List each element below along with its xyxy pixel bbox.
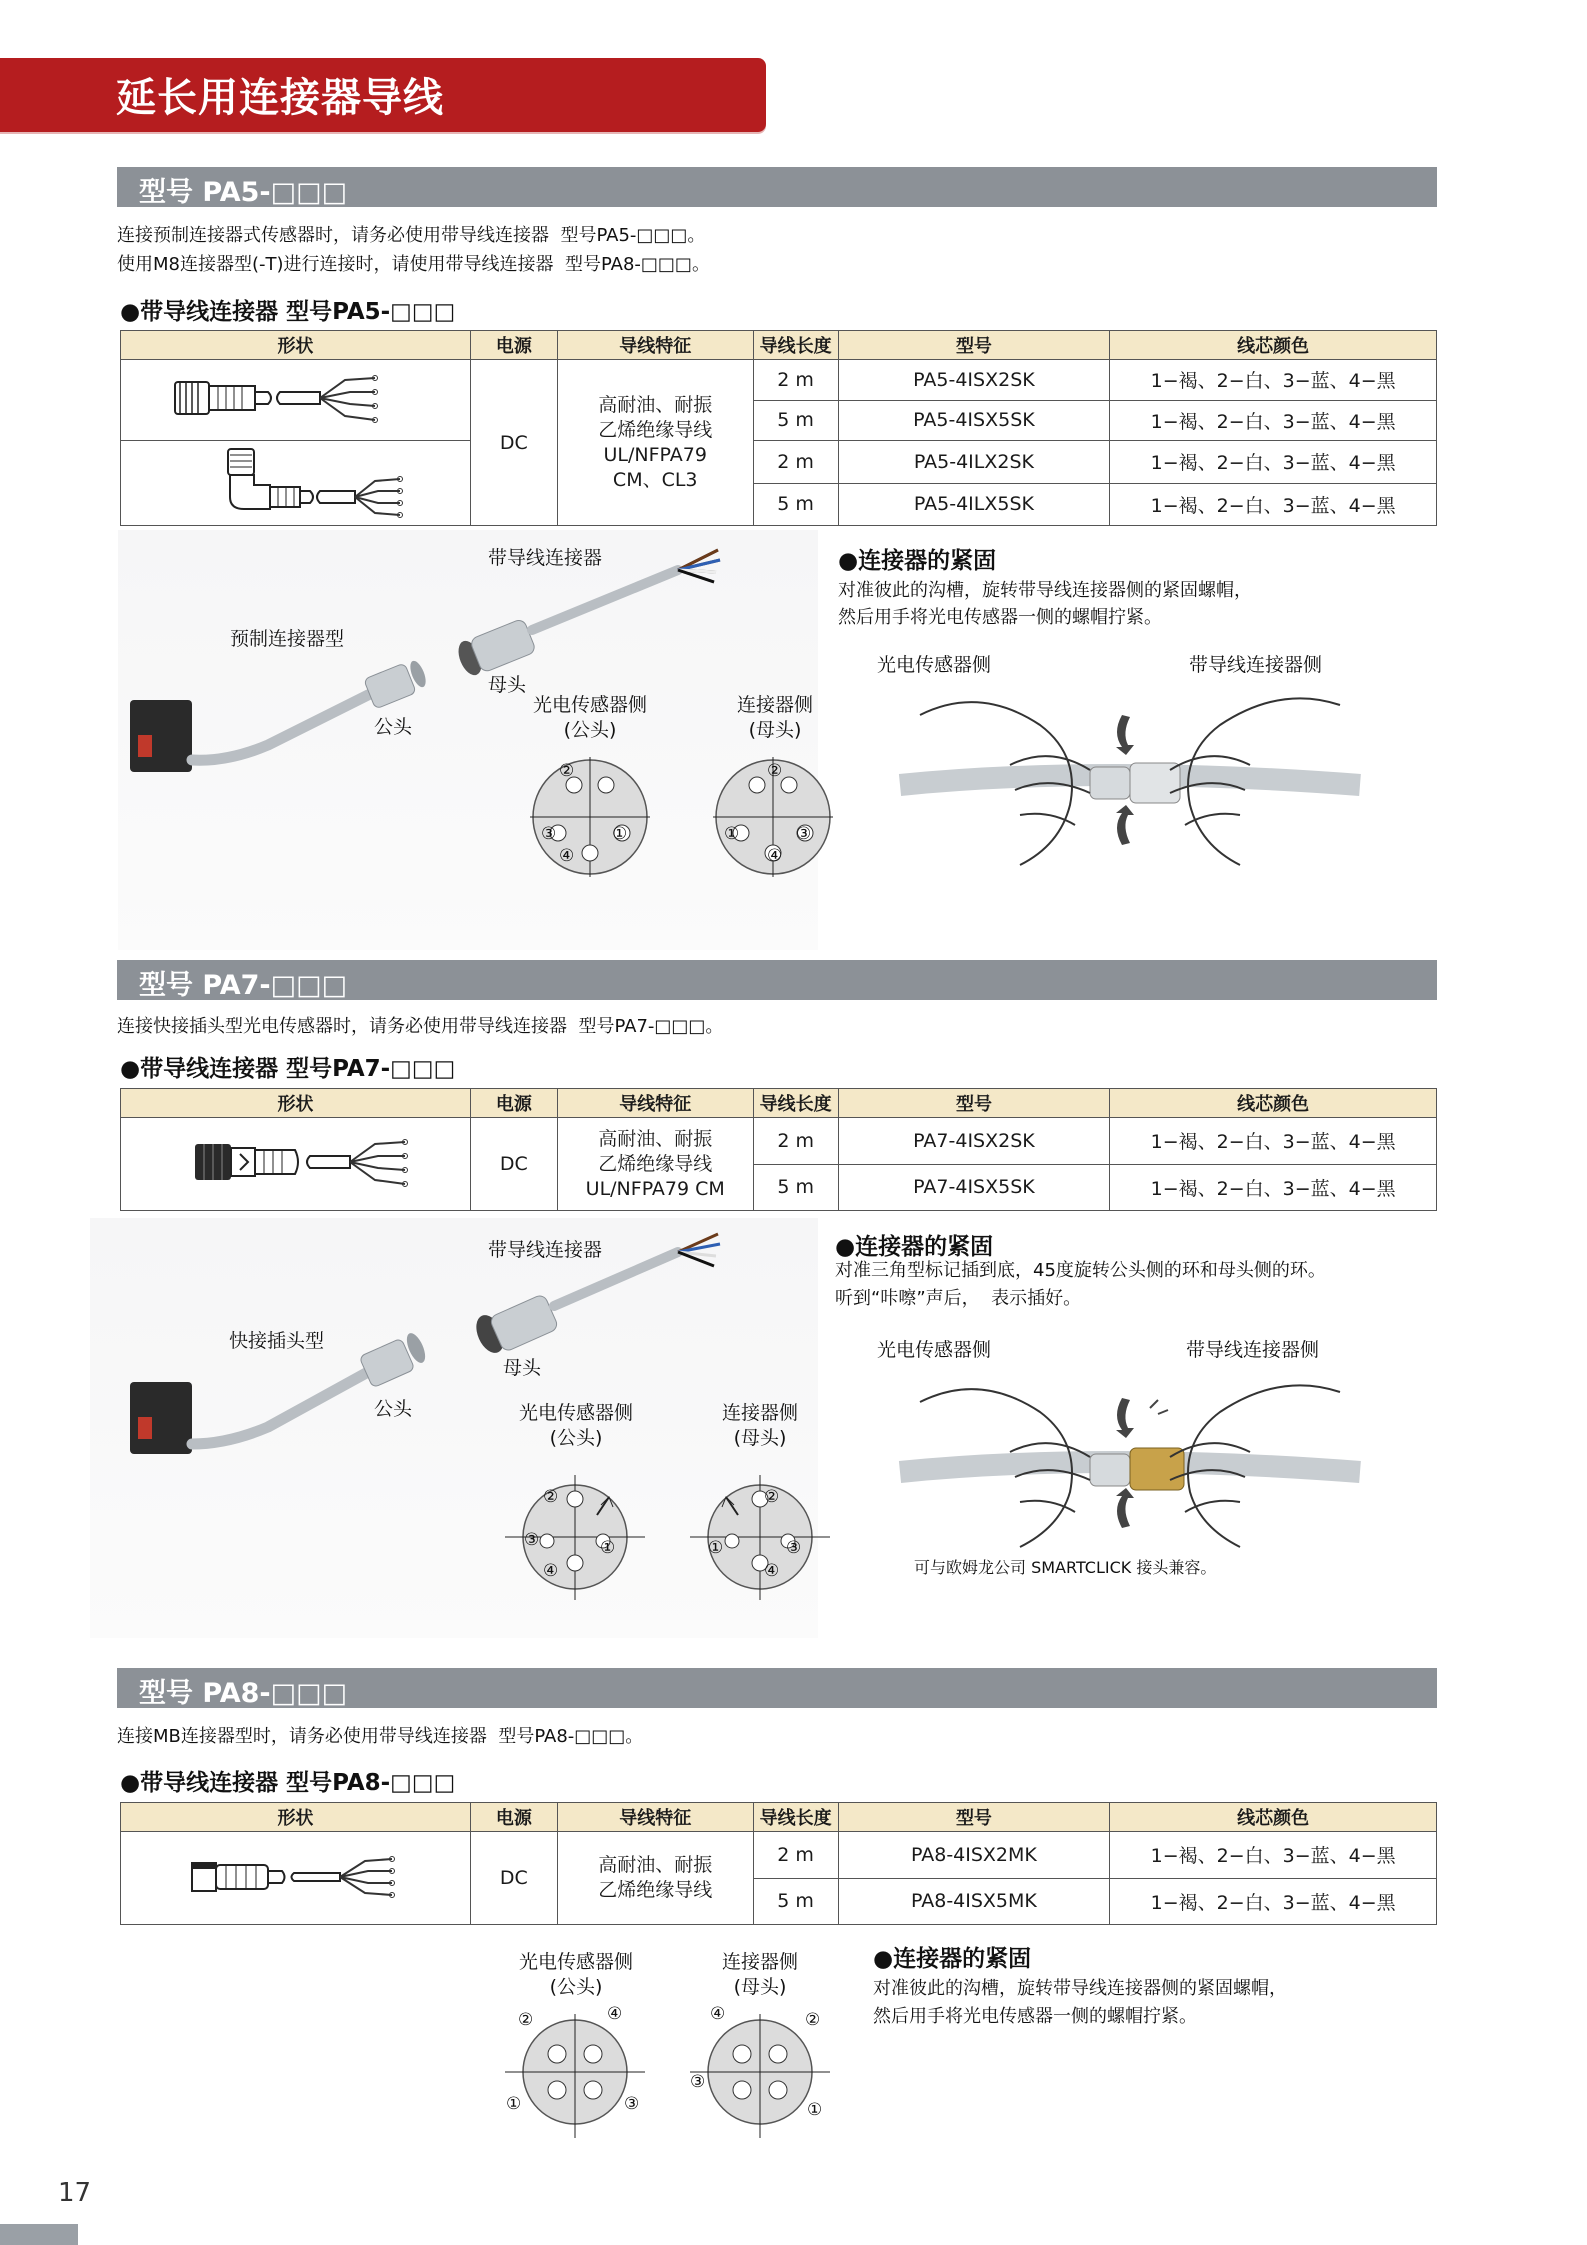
angled-connector-icon — [160, 445, 430, 517]
col-header: 形状 — [121, 1089, 471, 1118]
label-sensor-side: 光电传感器侧 (公头) — [518, 1951, 633, 1998]
length-cell: 2 m — [753, 360, 838, 401]
shape-angled-connector — [121, 441, 471, 526]
feature-cell: 高耐油、耐振 乙烯绝缘导线 — [557, 1832, 753, 1925]
pin-label: ③ — [786, 1538, 802, 1558]
pin-label: ① — [506, 2094, 522, 2114]
tightening-text: 然后用手将光电传感器一侧的螺帽拧紧。 — [838, 607, 1162, 628]
straight-connector-icon — [160, 370, 430, 426]
pin-label: ② — [518, 2010, 534, 2030]
col-header: 导线特征 — [557, 1089, 753, 1118]
model-cell: PA5-4ILX5SK — [838, 483, 1110, 526]
label-sensor-type: 预制连接器型 — [230, 628, 345, 650]
label-connector-side: 连接器侧 (母头) — [721, 1951, 798, 1998]
label-female: 母头 — [488, 674, 527, 696]
pin-label: ① — [807, 2100, 823, 2120]
col-header: 导线长度 — [753, 1089, 838, 1118]
label-cable-connector: 带导线连接器 — [488, 1239, 603, 1261]
col-header: 形状 — [121, 331, 471, 360]
pin-label: ② — [767, 761, 783, 781]
label-connector-side: 连接器侧 (母头) — [736, 694, 813, 741]
pin-label: ④ — [764, 1561, 780, 1581]
color-cell: 1−褐、2−白、3−蓝、4−黑 — [1110, 441, 1437, 484]
pin-label: ② — [559, 761, 575, 781]
pin-label: ③ — [624, 2094, 640, 2114]
length-cell: 2 m — [753, 441, 838, 484]
length-cell: 5 m — [753, 1878, 838, 1925]
sensor-cable-illustration — [118, 1222, 818, 1492]
col-header: 型号 — [838, 1803, 1110, 1832]
pin-label: ④ — [710, 2004, 726, 2024]
col-header: 形状 — [121, 1803, 471, 1832]
shape-m8-connector — [121, 1832, 471, 1925]
col-header: 导线长度 — [753, 1803, 838, 1832]
label-cable-side: 带导线连接器侧 — [1186, 1339, 1320, 1361]
col-header: 导线特征 — [557, 331, 753, 360]
color-cell: 1−褐、2−白、3−蓝、4−黑 — [1110, 360, 1437, 401]
power-cell: DC — [470, 1118, 557, 1211]
tightening-heading: ●连接器的紧固 — [873, 1946, 1032, 1972]
color-cell: 1−褐、2−白、3−蓝、4−黑 — [1110, 1164, 1437, 1211]
m8-connector-icon — [160, 1851, 430, 1901]
label-cable-connector: 带导线连接器 — [488, 547, 603, 569]
col-header: 导线长度 — [753, 331, 838, 360]
spec-table-pa8 — [120, 1802, 1437, 1925]
tightening-text: 对准三角型标记插到底，45度旋转公头侧的环和母头侧的环。 — [835, 1260, 1326, 1281]
spec-table-pa5 — [120, 330, 1437, 526]
label-cable-side: 带导线连接器侧 — [1189, 654, 1323, 676]
intro-line: 使用M8连接器型(-T)进行连接时，请使用带导线连接器 型号PA8-□□□。 — [117, 254, 710, 275]
tightening-text: 听到“咔嚓”声后， 表示插好。 — [835, 1288, 1082, 1309]
label-male: 公头 — [374, 716, 413, 738]
compatibility-note: 可与欧姆龙公司 SMARTCLICK 接头兼容。 — [914, 1558, 1217, 1577]
page-footer-bar — [0, 2224, 78, 2245]
hands-tightening-illustration — [900, 1362, 1360, 1552]
hands-tightening-illustration — [900, 675, 1360, 875]
model-cell: PA5-4ISX5SK — [838, 400, 1110, 441]
col-header: 型号 — [838, 1089, 1110, 1118]
length-cell: 2 m — [753, 1118, 838, 1165]
intro-line: 连接快接插头型光电传感器时，请务必使用带导线连接器 型号PA7-□□□。 — [117, 1016, 724, 1037]
pin-label: ④ — [559, 846, 575, 866]
label-sensor-side: 光电传感器侧 — [877, 654, 992, 676]
power-cell: DC — [470, 360, 557, 526]
subheading-pa5: ●带导线连接器 型号PA5-□□□ — [120, 299, 456, 325]
col-header: 线芯颜色 — [1110, 1803, 1437, 1832]
col-header: 型号 — [838, 331, 1110, 360]
color-cell: 1−褐、2−白、3−蓝、4−黑 — [1110, 483, 1437, 526]
pin-label: ② — [543, 1487, 559, 1507]
tightening-text: 然后用手将光电传感器一侧的螺帽拧紧。 — [873, 2006, 1197, 2027]
pin-label: ④ — [767, 846, 783, 866]
page-title: 延长用连接器导线 — [116, 75, 444, 121]
pin-label: ③ — [524, 1530, 540, 1550]
model-cell: PA7-4ISX2SK — [838, 1118, 1110, 1165]
tightening-text: 对准彼此的沟槽，旋转带导线连接器侧的紧固螺帽， — [873, 1978, 1287, 1999]
shape-straight-connector — [121, 360, 471, 441]
pin-label: ③ — [541, 824, 557, 844]
length-cell: 5 m — [753, 400, 838, 441]
spec-table-pa7 — [120, 1088, 1437, 1211]
section-title-pa8: 型号 PA8-□□□ — [139, 1678, 348, 1709]
col-header: 线芯颜色 — [1110, 331, 1437, 360]
label-sensor-side: 光电传感器侧 — [877, 1339, 992, 1361]
col-header: 导线特征 — [557, 1803, 753, 1832]
label-connector-side: 连接器侧 (母头) — [721, 1402, 798, 1449]
col-header: 电源 — [470, 1089, 557, 1118]
model-cell: PA5-4ILX2SK — [838, 441, 1110, 484]
pin-label: ① — [612, 824, 628, 844]
pin-label: ① — [708, 1538, 724, 1558]
pin-label: ① — [600, 1538, 616, 1558]
label-male: 公头 — [374, 1398, 413, 1420]
length-cell: 5 m — [753, 1164, 838, 1211]
feature-cell: 高耐油、耐振 乙烯绝缘导线 UL/NFPA79 CM — [557, 1118, 753, 1211]
label-female: 母头 — [503, 1357, 542, 1379]
col-header: 线芯颜色 — [1110, 1089, 1437, 1118]
pin-label: ④ — [543, 1561, 559, 1581]
pin-label: ① — [724, 824, 740, 844]
section-title-pa7: 型号 PA7-□□□ — [139, 970, 348, 1001]
model-cell: PA5-4ISX2SK — [838, 360, 1110, 401]
color-cell: 1−褐、2−白、3−蓝、4−黑 — [1110, 400, 1437, 441]
pin-label: ④ — [607, 2004, 623, 2024]
model-cell: PA8-4ISX5MK — [838, 1878, 1110, 1925]
label-sensor-side: 光电传感器侧 (公头) — [532, 694, 647, 741]
pin-label: ③ — [690, 2072, 706, 2092]
page-number: 17 — [58, 2178, 92, 2208]
pin-face-male — [530, 757, 650, 877]
tightening-heading: ●连接器的紧固 — [835, 1234, 994, 1260]
quick-connector-icon — [160, 1132, 430, 1192]
label-sensor-side: 光电传感器侧 (公头) — [518, 1402, 633, 1449]
shape-quick-connector — [121, 1118, 471, 1211]
color-cell: 1−褐、2−白、3−蓝、4−黑 — [1110, 1878, 1437, 1925]
section-title-pa5: 型号 PA5-□□□ — [139, 177, 348, 208]
tightening-text: 对准彼此的沟槽，旋转带导线连接器侧的紧固螺帽， — [838, 580, 1252, 601]
color-cell: 1−褐、2−白、3−蓝、4−黑 — [1110, 1832, 1437, 1879]
length-cell: 2 m — [753, 1832, 838, 1879]
label-sensor-type: 快接插头型 — [229, 1330, 325, 1352]
model-cell: PA7-4ISX5SK — [838, 1164, 1110, 1211]
feature-cell: 高耐油、耐振 乙烯绝缘导线 UL/NFPA79 CM、CL3 — [557, 360, 753, 526]
intro-line: 连接MB连接器型时，请务必使用带导线连接器 型号PA8-□□□。 — [117, 1726, 644, 1747]
power-cell: DC — [470, 1832, 557, 1925]
subheading-pa8: ●带导线连接器 型号PA8-□□□ — [120, 1770, 456, 1796]
length-cell: 5 m — [753, 483, 838, 526]
pin-label: ② — [764, 1487, 780, 1507]
intro-line: 连接预制连接器式传感器时，请务必使用带导线连接器 型号PA5-□□□。 — [117, 225, 706, 246]
pin-label: ③ — [796, 824, 812, 844]
pin-label: ② — [805, 2010, 821, 2030]
col-header: 电源 — [470, 331, 557, 360]
col-header: 电源 — [470, 1803, 557, 1832]
subheading-pa7: ●带导线连接器 型号PA7-□□□ — [120, 1056, 456, 1082]
model-cell: PA8-4ISX2MK — [838, 1832, 1110, 1879]
color-cell: 1−褐、2−白、3−蓝、4−黑 — [1110, 1118, 1437, 1165]
tightening-heading: ●连接器的紧固 — [838, 548, 997, 574]
